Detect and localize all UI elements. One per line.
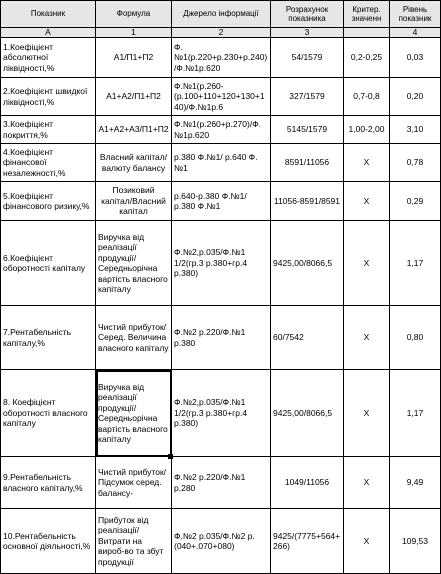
source-cell[interactable]: Ф.№2,р.035/Ф.№1 1/2(гр.3 р.380+гр.4 р.380): [172, 221, 271, 306]
index-cell[interactable]: А: [1, 28, 96, 38]
index-cell[interactable]: [344, 28, 390, 38]
indicator-name-cell[interactable]: 3.Коефіцієнт покриття,%: [1, 116, 96, 144]
calculation-cell[interactable]: 9425/(7775+564+266): [271, 509, 344, 574]
header-row: [1, 1, 441, 28]
indicator-name-cell[interactable]: 5.Коефіцієнт фінансового ризику,%: [1, 182, 96, 221]
indicator-name-cell[interactable]: 6.Коефіцієнт оборотності капіталу: [1, 221, 96, 306]
indicator-name-cell[interactable]: 10.Рентабельність основної діяльності,%: [1, 509, 96, 574]
level-cell[interactable]: 0,20: [390, 78, 441, 116]
index-cell[interactable]: 4: [390, 28, 441, 38]
header-level[interactable]: Рівень показник: [390, 1, 441, 28]
criterion-cell[interactable]: Х: [344, 144, 390, 182]
level-cell[interactable]: 109,53: [390, 509, 441, 574]
level-cell[interactable]: 3,10: [390, 116, 441, 144]
header-criterion[interactable]: Критер. значенн: [344, 1, 390, 28]
level-cell[interactable]: 1,17: [390, 221, 441, 306]
header-indicator[interactable]: Показник: [1, 1, 96, 28]
index-cell[interactable]: 1: [96, 28, 172, 38]
indicator-name-cell[interactable]: 9.Рентабельність власного капіталу,%: [1, 457, 96, 509]
table-row: [1, 221, 441, 306]
indicator-name-cell[interactable]: 2.Коефіцієнт швидкої ліквідності,%: [1, 78, 96, 116]
level-cell[interactable]: 1,17: [390, 370, 441, 457]
calculation-cell[interactable]: 11056-8591/8591: [271, 182, 344, 221]
formula-cell-selected[interactable]: Виручка від реалізації продукції/Середньорічна вартість власного капіталу: [96, 370, 172, 457]
header-calculation[interactable]: Розрахунок показника: [271, 1, 344, 28]
index-row: [1, 28, 441, 38]
table-row: [1, 370, 441, 457]
source-cell[interactable]: Ф.№2 р.220/Ф.№1 р.280: [172, 457, 271, 509]
indicator-name-cell[interactable]: 4.Коефіцієнт фінансової незалежності,%: [1, 144, 96, 182]
source-cell[interactable]: р.380 Ф.№1/ р.640 Ф.№1: [172, 144, 271, 182]
formula-cell[interactable]: Позиковий капітал/Власний капітал: [96, 182, 172, 221]
source-cell[interactable]: Ф.№1(р.220+р.230+р.240)/Ф.№1р.620: [172, 38, 271, 78]
criterion-cell[interactable]: Х: [344, 509, 390, 574]
calculation-cell[interactable]: 5145/1579: [271, 116, 344, 144]
source-cell[interactable]: р.640-р.380 Ф.№1/р.380 Ф.№1: [172, 182, 271, 221]
criterion-cell[interactable]: 1,00-2,00: [344, 116, 390, 144]
formula-cell[interactable]: А1/П1+П2: [96, 38, 172, 78]
level-cell[interactable]: 0,29: [390, 182, 441, 221]
table-row: [1, 457, 441, 509]
level-cell[interactable]: 0,80: [390, 306, 441, 370]
calculation-cell[interactable]: 60/7542: [271, 306, 344, 370]
table-row: [1, 78, 441, 116]
formula-cell[interactable]: Чистий прибуток/Підсумок серед. балансу-: [96, 457, 172, 509]
indicator-name-cell[interactable]: 8. Коефіцієнт оборотності власного капіталу: [1, 370, 96, 457]
criterion-cell[interactable]: Х: [344, 370, 390, 457]
indicator-name-cell[interactable]: 7.Рентабельність капіталу,%: [1, 306, 96, 370]
criterion-cell[interactable]: Х: [344, 306, 390, 370]
level-cell[interactable]: 0,03: [390, 38, 441, 78]
level-cell[interactable]: 9,49: [390, 457, 441, 509]
source-cell[interactable]: Ф.№2 р.220/Ф.№1 р.380: [172, 306, 271, 370]
header-source[interactable]: Джерело інформації: [172, 1, 271, 28]
fill-handle[interactable]: [168, 454, 173, 459]
source-cell[interactable]: Ф.№1(р.260+р.270)/Ф.№1р.620: [172, 116, 271, 144]
calculation-cell[interactable]: 9425,00/8066,5: [271, 370, 344, 457]
source-cell[interactable]: Ф.№2 р.035/Ф.№2 р.(040+.070+080): [172, 509, 271, 574]
index-cell[interactable]: 2: [172, 28, 271, 38]
table-row: [1, 144, 441, 182]
calculation-cell[interactable]: 54/1579: [271, 38, 344, 78]
calculation-cell[interactable]: 1049/11056: [271, 457, 344, 509]
source-cell[interactable]: Ф.№2,р.035/Ф.№1 1/2(гр.3 р.380+гр.4 р.380): [172, 370, 271, 457]
criterion-cell[interactable]: Х: [344, 221, 390, 306]
table-row: [1, 38, 441, 78]
header-formula[interactable]: Формула: [96, 1, 172, 28]
index-cell[interactable]: 3: [271, 28, 344, 38]
criterion-cell[interactable]: Х: [344, 182, 390, 221]
criterion-cell[interactable]: 0,2-0,25: [344, 38, 390, 78]
formula-cell[interactable]: А1+А2/П1+П2: [96, 78, 172, 116]
source-cell[interactable]: Ф.№1(р.260-(р.100+110+120+130+140)/Ф.№1р.6: [172, 78, 271, 116]
table-row: [1, 182, 441, 221]
formula-cell[interactable]: Чистий прибуток/Серед. Величина власного капіталу: [96, 306, 172, 370]
table-row: [1, 509, 441, 574]
table-row: [1, 306, 441, 370]
formula-cell[interactable]: А1+А2+А3/П1+П2: [96, 116, 172, 144]
formula-cell[interactable]: Виручка від реалізації продукції/Середньорічна вартість власного капіталу: [96, 221, 172, 306]
level-cell[interactable]: 0,78: [390, 144, 441, 182]
calculation-cell[interactable]: 8591/11056: [271, 144, 344, 182]
table-row: [1, 116, 441, 144]
criterion-cell[interactable]: 0,7-0,8: [344, 78, 390, 116]
criterion-cell[interactable]: Х: [344, 457, 390, 509]
calculation-cell[interactable]: 327/1579: [271, 78, 344, 116]
formula-cell[interactable]: Власний капітал/валюту балансу: [96, 144, 172, 182]
calculation-cell[interactable]: 9425,00/8066,5: [271, 221, 344, 306]
indicator-name-cell[interactable]: 1.Коефіцієнт абсолютної ліквідності,%: [1, 38, 96, 78]
formula-cell[interactable]: Прибуток від реалізації/Витрати на вироб-во та збут продукції: [96, 509, 172, 574]
